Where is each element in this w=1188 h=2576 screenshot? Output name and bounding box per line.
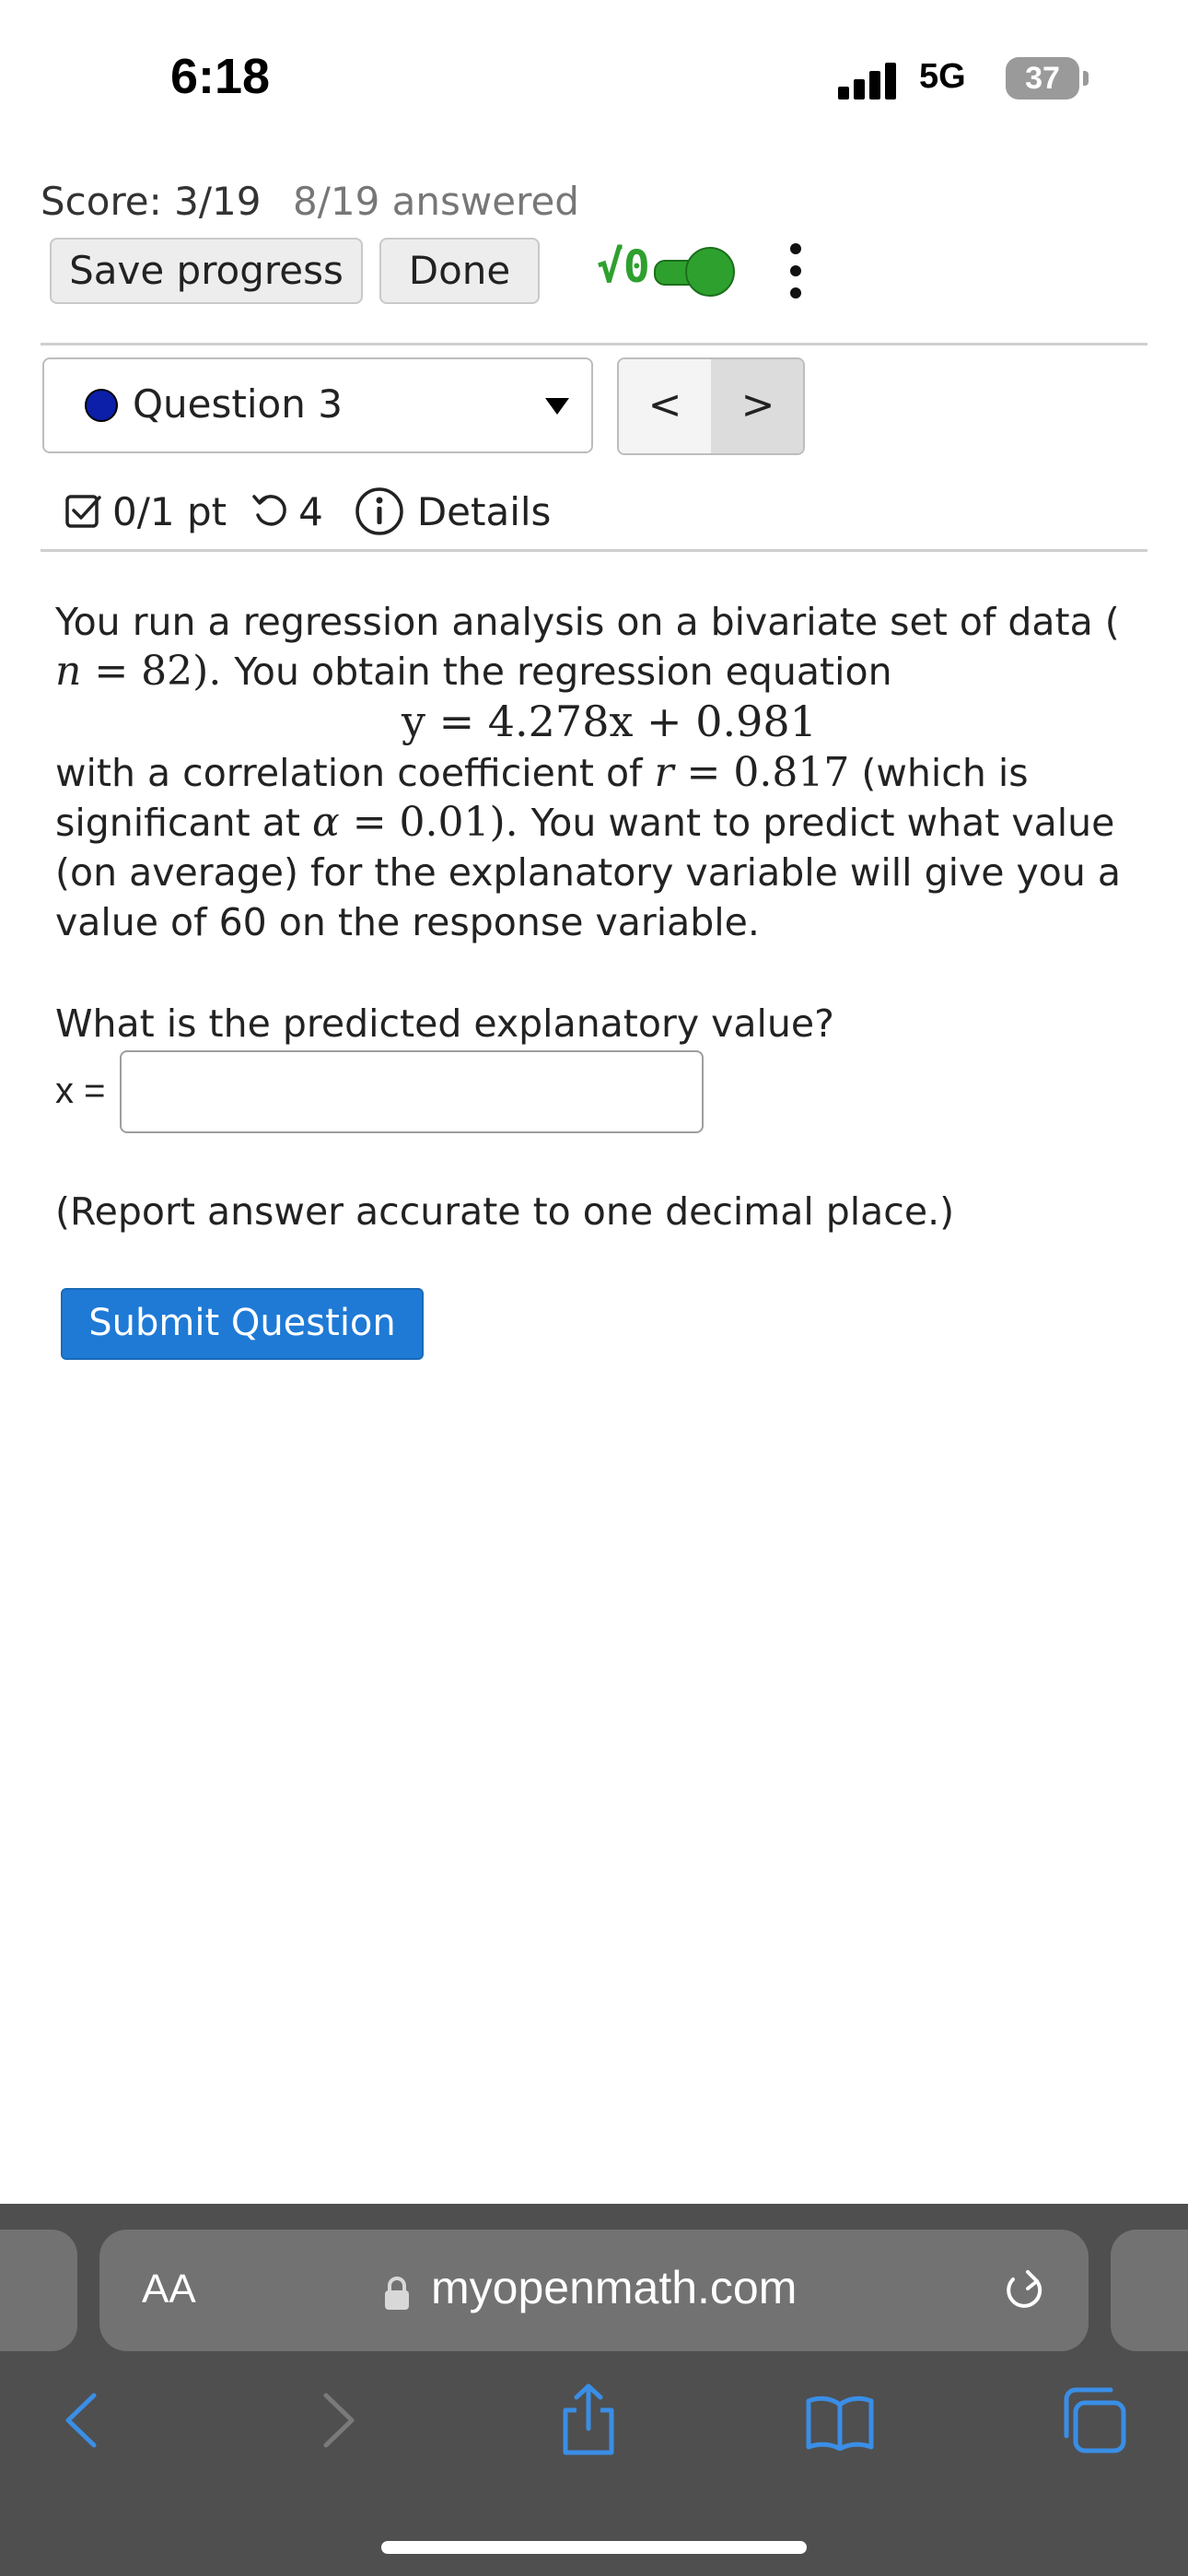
battery-icon: 37 <box>1006 57 1079 100</box>
question-select[interactable] <box>42 357 593 453</box>
more-options-icon[interactable] <box>785 241 807 300</box>
bookmarks-icon[interactable] <box>805 2394 875 2451</box>
reload-icon[interactable] <box>1002 2266 1048 2314</box>
info-icon <box>355 486 404 536</box>
previous-tab-preview[interactable] <box>0 2230 77 2351</box>
attempts-count: 4 <box>298 488 323 534</box>
question-line-4-text: significant at <box>55 801 312 845</box>
points-score: 0/1 pt <box>112 488 227 534</box>
network-type: 5G <box>919 57 966 96</box>
answered-count: 8/19 answered <box>293 179 579 224</box>
header-divider <box>41 343 1147 345</box>
question-line-3-text: with a correlation coefficient of <box>55 751 655 795</box>
question-line-4 <box>55 798 1114 848</box>
forward-icon[interactable] <box>317 2388 363 2453</box>
question-prompt: What is the predicted explanatory value? <box>55 1001 834 1046</box>
lock-icon <box>383 2276 411 2311</box>
question-line-4-tail: You want to predict what value <box>530 801 1115 845</box>
n-variable: n <box>55 648 82 695</box>
question-select-label: Question 3 <box>133 381 343 427</box>
r-value: = 0.817 <box>673 749 850 796</box>
r-variable: r <box>654 749 674 796</box>
details-link[interactable] <box>355 486 552 536</box>
retry-icon <box>250 491 291 532</box>
answer-input[interactable] <box>120 1050 704 1133</box>
status-time: 6:18 <box>170 49 271 104</box>
previous-question-button[interactable]: < <box>619 359 711 453</box>
question-status-dot-icon <box>85 389 118 422</box>
question-line-1: You run a regression analysis on a bivariate set of data ( <box>55 600 1120 644</box>
checkbox-icon <box>64 492 103 531</box>
next-question-button[interactable]: > <box>711 359 805 453</box>
answer-input-label: x = <box>55 1071 106 1111</box>
home-indicator <box>381 2541 807 2554</box>
battery-tip <box>1083 71 1089 86</box>
score-text: Score: 3/19 <box>41 179 262 224</box>
next-tab-preview[interactable] <box>1111 2230 1188 2351</box>
alpha-variable: α <box>311 799 340 846</box>
math-entry-toggle[interactable] <box>597 241 735 300</box>
answer-note: (Report answer accurate to one decimal place.) <box>55 1189 955 1234</box>
details-label: Details <box>416 488 552 534</box>
question-line-3-tail: (which is <box>849 751 1029 795</box>
question-line-2-text: You obtain the regression equation <box>234 650 892 694</box>
n-value: = 82). <box>81 648 235 695</box>
question-nav-buttons <box>617 357 805 455</box>
alpha-value: = 0.01). <box>339 799 531 846</box>
question-line-2 <box>55 647 892 697</box>
question-line-5: (on average) for the explanatory variable will give you a <box>55 850 1122 895</box>
signal-strength-icon <box>838 63 899 100</box>
points-row <box>64 486 551 536</box>
back-icon[interactable] <box>57 2388 103 2453</box>
question-line-6: value of 60 on the response variable. <box>55 900 760 944</box>
share-icon[interactable] <box>556 2383 621 2456</box>
caret-down-icon <box>545 398 569 415</box>
address-bar[interactable] <box>99 2230 1089 2351</box>
url-text: myopenmath.com <box>431 2262 798 2313</box>
done-button[interactable]: Done <box>379 238 540 304</box>
regression-equation: y = 4.278x + 0.981 <box>402 697 817 746</box>
toggle-knob <box>685 247 735 297</box>
submit-question-button[interactable]: Submit Question <box>61 1288 424 1360</box>
save-progress-button[interactable]: Save progress <box>50 238 363 304</box>
question-line-3 <box>55 748 1029 798</box>
sqrt-icon: √0 <box>597 241 650 293</box>
points-divider <box>41 549 1147 552</box>
tabs-icon[interactable] <box>1059 2386 1127 2454</box>
reader-settings-button[interactable]: AA <box>142 2266 196 2312</box>
